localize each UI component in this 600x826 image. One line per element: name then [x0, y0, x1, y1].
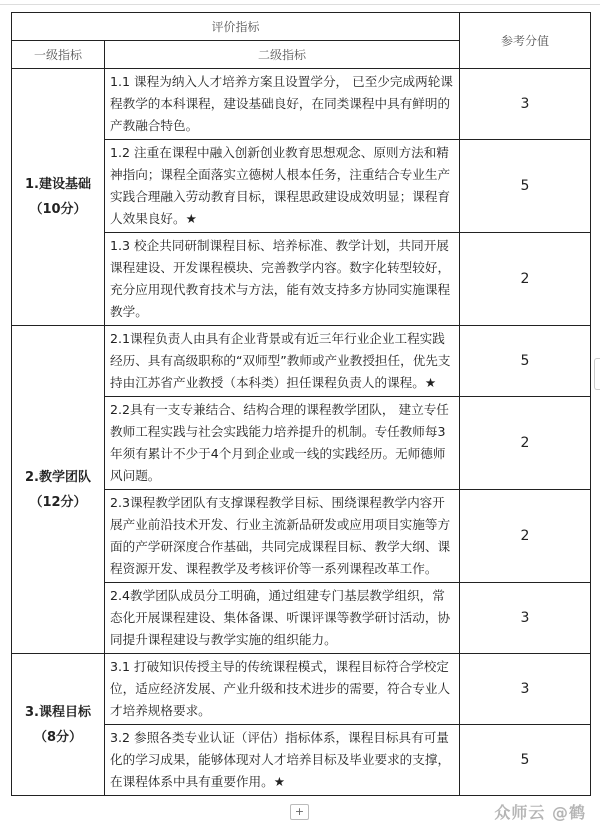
header-reference-score: 参考分值: [460, 13, 591, 69]
category-name: 3.课程目标: [25, 704, 91, 720]
indicator-text: 1.3 校企共同研制课程目标、培养标准、教学计划，共同开展课程建设、开发课程模块、完善教学内容。数字化转型较好，充分应用现代教育技术与方法，能有效支持多方协同实施课程教学。: [105, 233, 460, 326]
watermark: 众师云 @鹤: [494, 803, 586, 822]
category-name: 2.教学团队: [25, 469, 91, 485]
score-value: 2: [460, 397, 591, 490]
indicator-text: 3.1 打破知识传授主导的传统课程模式，课程目标符合学校定位，适应经济发展、产业升级和技术进步的需要，符合专业人才培养规格要求。: [105, 654, 460, 725]
indicator-text: 2.3课程教学团队有支撑课程教学目标、围绕课程教学内容开展产业前沿技术开发、行业主流新品研发或应用项目实施等方面的产学研深度合作基础，共同完成课程目标、教学大纲、课程资源开发、课程教学及考核评价等一系列课程改革工作。: [105, 490, 460, 583]
category-name: 1.建设基础: [25, 177, 91, 192]
score-value: 3: [460, 69, 591, 140]
evaluation-table: [11, 12, 591, 796]
category-points: （10分）: [29, 202, 87, 217]
side-panel-handle[interactable]: [594, 358, 600, 390]
table-row: [12, 654, 591, 725]
indicator-text: 2.1课程负责人由具有企业背景或有近三年行业企业工程实践经历、具有高级职称的“双师型”教师或产业教授担任，优先支持由江苏省产业教授（本科类）担任课程负责人的课程。★: [105, 326, 460, 397]
score-value: 2: [460, 490, 591, 583]
category-points: （12分）: [29, 494, 87, 510]
score-value: 5: [460, 326, 591, 397]
category-points: （8分）: [33, 729, 83, 745]
score-value: 5: [460, 140, 591, 233]
score-value: 2: [460, 233, 591, 326]
category-cell: [12, 326, 105, 654]
table-wrapper: [0, 5, 600, 796]
indicator-text: 3.2 参照各类专业认证（评估）指标体系，课程目标具有可量化的学习成果，能够体现对人才培养目标及毕业要求的支撑，在课程体系中具有重要作用。★: [105, 725, 460, 796]
header-level1: 一级指标: [12, 41, 105, 69]
page-footer: [0, 796, 600, 826]
indicator-text: 2.4教学团队成员分工明确，通过组建专门基层教学组织，常态化开展课程建设、集体备课、听课评课等教学研讨活动，协同提升课程建设与教学实施的组织能力。: [105, 583, 460, 654]
score-value: 3: [460, 583, 591, 654]
indicator-text: 1.2 注重在课程中融入创新创业教育思想观念、原则方法和精神指向；课程全面落实立德树人根本任务，注重结合专业生产实践合理融入劳动教育目标，课程思政建设成效明显；课程育人效果良好。★: [105, 140, 460, 233]
header-row: [12, 13, 591, 41]
add-row-button[interactable]: +: [290, 804, 309, 820]
header-level2: 二级指标: [105, 41, 460, 69]
indicator-text: 2.2具有一支专兼结合、结构合理的课程教学团队， 建立专任教师工程实践与社会实践能力培养提升的机制。专任教师每3年须有累计不少于4个月到企业或一线的实践经历。无师德师风问题。: [105, 397, 460, 490]
table-row: [12, 69, 591, 140]
score-value: 3: [460, 654, 591, 725]
score-value: 5: [460, 725, 591, 796]
category-cell: [12, 654, 105, 796]
indicator-text: 1.1 课程为纳入人才培养方案且设置学分， 已至少完成两轮课程教学的本科课程，建设基础良好，在同类课程中具有鲜明的产教融合特色。: [105, 69, 460, 140]
header-evaluation-indicator: 评价指标: [12, 13, 460, 41]
category-cell: [12, 69, 105, 326]
table-row: [12, 326, 591, 397]
